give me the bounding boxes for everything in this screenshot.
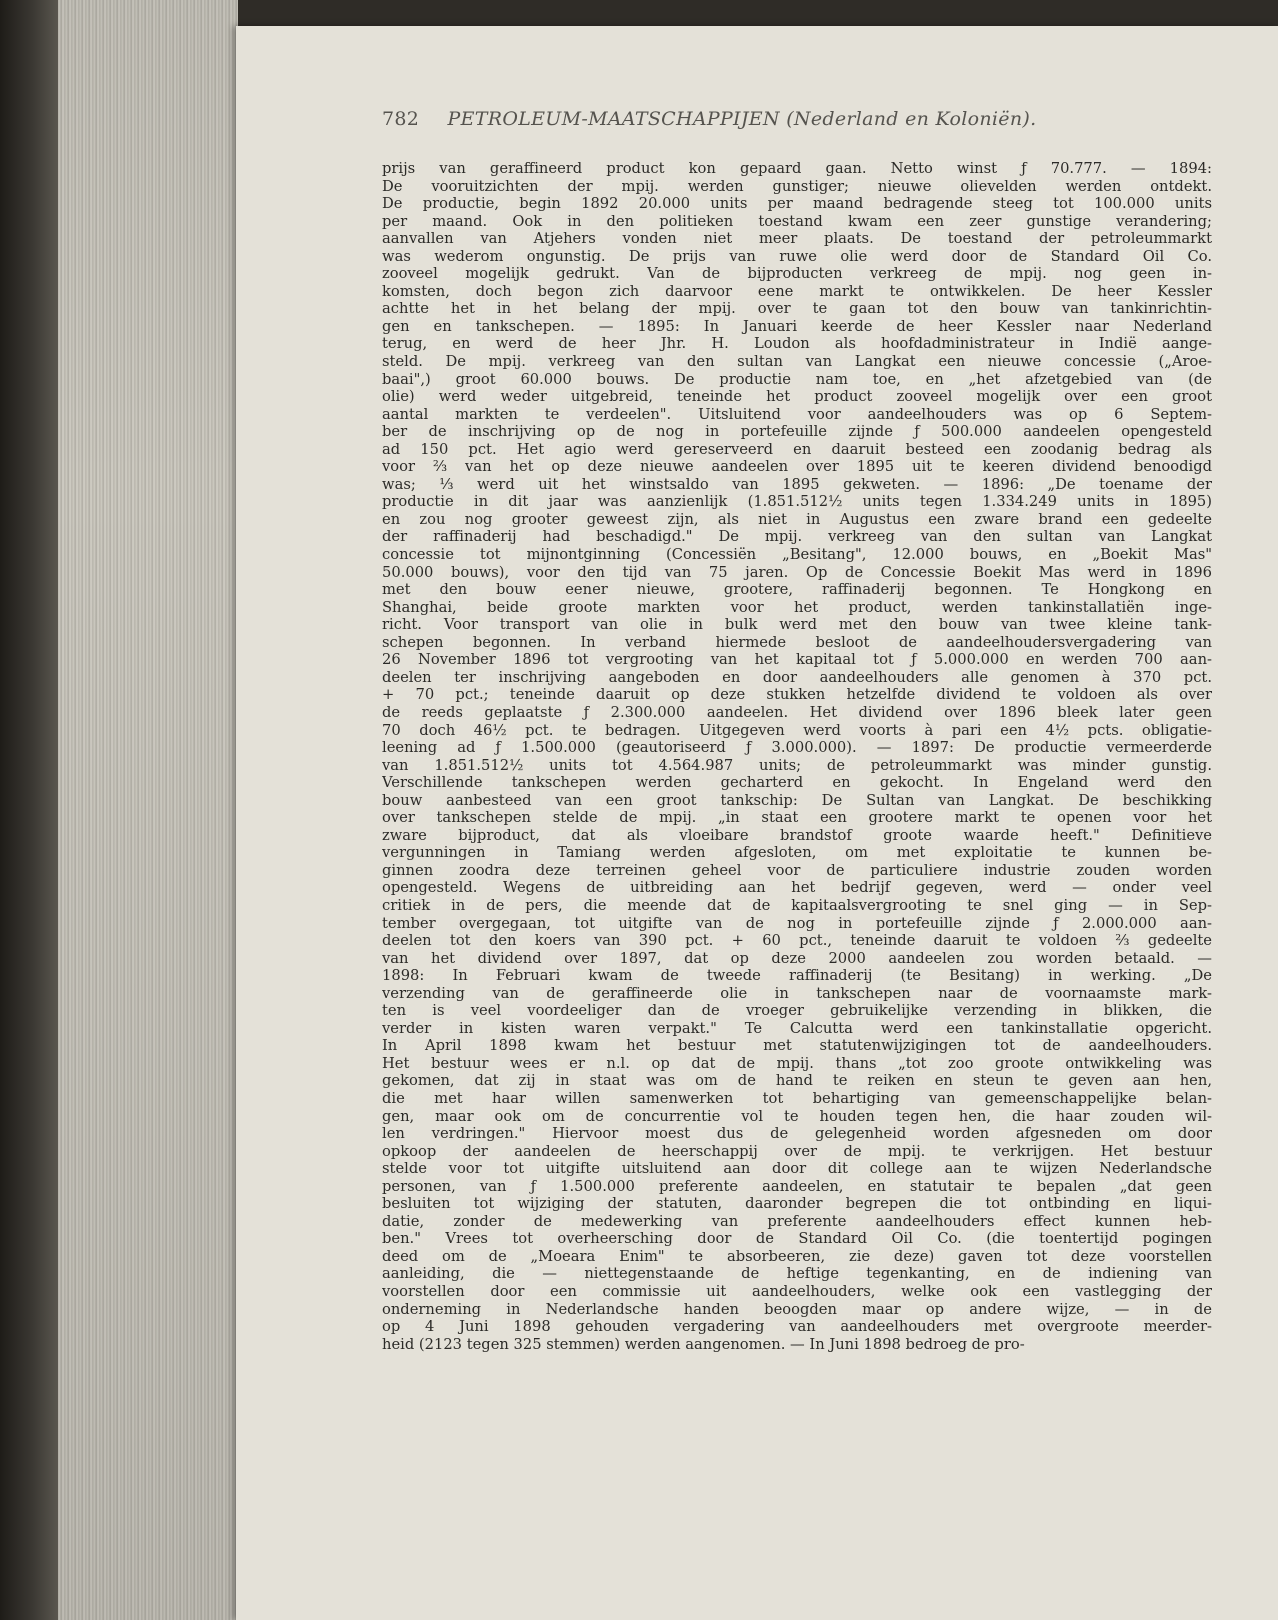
- text-line: aanvallen van Atjehers vonden niet meer plaats. De toestand der petroleummarkt: [382, 230, 1212, 248]
- text-line: achtte het in het belang der mpij. over te gaan tot den bouw van tankinrichtin-: [382, 300, 1212, 318]
- text-line: zware bijproduct, dat als vloeibare brandstof groote waarde heeft." Definitieve: [382, 826, 1212, 844]
- text-line: gen, maar ook om de concurrentie vol te houden tegen hen, die haar zouden wil-: [382, 1107, 1212, 1125]
- text-line: der raffinaderij had beschadigd." De mpij. verkreeg van den sultan van Langkat: [382, 528, 1212, 546]
- text-line: Het bestuur wees er n.l. op dat de mpij. thans „tot zoo groote ontwikkeling was: [382, 1054, 1212, 1072]
- text-line: ten is veel voordeeliger dan de vroeger gebruikelijke verzending in blikken, die: [382, 1002, 1212, 1020]
- text-line: ben." Vrees tot overheersching door de Standard Oil Co. (die toentertijd pogingen: [382, 1230, 1212, 1248]
- text-line: die met haar willen samenwerken tot behartiging van gemeenschappelijke belan-: [382, 1089, 1212, 1107]
- text-line: terug, en werd de heer Jhr. H. Loudon als hoofdadministrateur in Indië aange-: [382, 335, 1212, 353]
- text-line: over tankschepen stelde de mpij. „in staat een grootere markt te openen voor het: [382, 809, 1212, 827]
- text-line: ad 150 pct. Het agio werd gereserveerd en daaruit besteed een zoodanig bedrag als: [382, 440, 1212, 458]
- page-edges-shade: [58, 0, 238, 1620]
- text-line: bouw aanbesteed van een groot tankschip: De Sultan van Langkat. De beschikking: [382, 791, 1212, 809]
- text-line: verder in kisten waren verpakt." Te Calcutta werd een tankinstallatie opgericht.: [382, 1019, 1212, 1037]
- text-line: aantal markten te verdeelen". Uitsluitend voor aandeelhouders was op 6 Septem-: [382, 405, 1212, 423]
- text-line: 70 doch 46½ pct. te bedragen. Uitgegeven werd voorts à pari een 4½ pcts. obligatie-: [382, 721, 1212, 739]
- text-line: aanleiding, die — niettegenstaande de heftige tegenkanting, en de indiening van: [382, 1265, 1212, 1283]
- text-line: verzending van de geraffineerde olie in tankschepen naar de voornaamste mark-: [382, 984, 1212, 1002]
- text-line: leening ad ƒ 1.500.000 (geautoriseerd ƒ 3.000.000). — 1897: De productie vermeerderde: [382, 739, 1212, 757]
- text-line: ber de inschrijving op de nog in portefeuille zijnde ƒ 500.000 aandeelen opengesteld: [382, 423, 1212, 441]
- text-line: deelen ter inschrijving aangeboden en door aandeelhouders alle genomen à 370 pct.: [382, 668, 1212, 686]
- text-line: personen, van ƒ 1.500.000 preferente aandeelen, en statutair te bepalen „dat geen: [382, 1177, 1212, 1195]
- book-page: [236, 26, 1278, 1620]
- running-title: PETROLEUM-MAATSCHAPPIJEN (Nederland en Koloniën).: [447, 108, 1037, 130]
- text-line: Verschillende tankschepen werden gecharterd en gekocht. In Engeland werd den: [382, 774, 1212, 792]
- text-line: productie in dit jaar was aanzienlijk (1.851.512½ units tegen 1.334.249 units in 1895): [382, 493, 1212, 511]
- text-line: De vooruitzichten der mpij. werden gunstiger; nieuwe olievelden werden ontdekt.: [382, 177, 1212, 195]
- text-line: prijs van geraffineerd product kon gepaard gaan. Netto winst ƒ 70.777. — 1894:: [382, 160, 1212, 177]
- text-line: ginnen zoodra deze terreinen geheel voor de particuliere industrie zouden worden: [382, 861, 1212, 879]
- text-line: baai",) groot 60.000 bouws. De productie nam toe, en „het afzetgebied van (de: [382, 370, 1212, 388]
- text-line: 50.000 bouws), voor den tijd van 75 jaren. Op de Concessie Boekit Mas werd in 1896: [382, 563, 1212, 581]
- text-line: zooveel mogelijk gedrukt. Van de bijproducten verkreeg de mpij. nog geen in-: [382, 265, 1212, 283]
- text-line: voorstellen door een commissie uit aandeelhouders, welke ook een vastlegging der: [382, 1283, 1212, 1300]
- text-line: van 1.851.512½ units tot 4.564.987 units; de petroleummarkt was minder gunstig.: [382, 756, 1212, 774]
- text-line: Shanghai, beide groote markten voor het product, werden tankinstallatiën inge-: [382, 598, 1212, 616]
- text-line: concessie tot mijnontginning (Concessiën „Besitang", 12.000 bouws, en „Boekit Mas": [382, 546, 1212, 564]
- text-line: op 4 Juni 1898 gehouden vergadering van aandeelhouders met overgroote meerder-: [382, 1318, 1212, 1336]
- text-line: komsten, doch begon zich daarvoor eene markt te ontwikkelen. De heer Kessler: [382, 282, 1212, 300]
- text-line: heid (2123 tegen 325 stemmen) werden aangenomen. — In Juni 1898 bedroeg de pro-: [382, 1335, 1025, 1353]
- text-line: gen en tankschepen. — 1895: In Januari keerde de heer Kessler naar Nederland: [382, 317, 1212, 335]
- page-header: [382, 108, 1242, 130]
- text-line: was; ⅓ werd uit het winstsaldo van 1895 gekweten. — 1896: „De toename der: [382, 475, 1212, 493]
- text-line: besluiten tot wijziging der statuten, daaronder begrepen die tot ontbinding en liqui-: [382, 1195, 1212, 1213]
- text-line: van het dividend over 1897, dat op deze 2000 aandeelen zou worden betaald. —: [382, 949, 1212, 967]
- text-line: critiek in de pers, die meende dat de kapitaalsvergrooting te snel ging — in Sep-: [382, 896, 1212, 914]
- text-line: vergunningen in Tamiang werden afgesloten, om met exploitatie te kunnen be-: [382, 844, 1212, 862]
- text-line: + 70 pct.; teneinde daaruit op deze stukken hetzelfde dividend te voldoen als over: [382, 686, 1212, 704]
- text-line: olie) werd weder uitgebreid, teneinde het product zooveel mogelijk over een groot: [382, 388, 1212, 406]
- text-line: len verdringen." Hiervoor moest dus de gelegenheid worden afgesneden om door: [382, 1125, 1212, 1143]
- text-line: opkoop der aandeelen de heerschappij over de mpij. te verkrijgen. Het bestuur: [382, 1142, 1212, 1160]
- text-line: datie, zonder de medewerking van preferente aandeelhouders effect kunnen heb-: [382, 1212, 1212, 1230]
- text-line: en zou nog grooter geweest zijn, als niet in Augustus een zware brand een gedeelte: [382, 510, 1212, 528]
- text-line: deelen tot den koers van 390 pct. + 60 pct., teneinde daaruit te voldoen ⅔ gedeelte: [382, 932, 1212, 950]
- text-line: In April 1898 kwam het bestuur met statutenwijzigingen tot de aandeelhouders.: [382, 1037, 1212, 1055]
- text-line: De productie, begin 1892 20.000 units per maand bedragende steeg tot 100.000 units: [382, 195, 1212, 213]
- text-line: met den bouw eener nieuwe, grootere, raffinaderij begonnen. Te Hongkong en: [382, 581, 1212, 599]
- text-line: de reeds geplaatste ƒ 2.300.000 aandeelen. Het dividend over 1896 bleek later geen: [382, 703, 1212, 721]
- text-line: steld. De mpij. verkreeg van den sultan van Langkat een nieuwe concessie („Aroe-: [382, 353, 1212, 371]
- text-line: was wederom ongunstig. De prijs van ruwe olie werd door de Standard Oil Co.: [382, 247, 1212, 265]
- text-line: richt. Voor transport van olie in bulk werd met den bouw van twee kleine tank-: [382, 616, 1212, 634]
- text-line: per maand. Ook in den politieken toestand kwam een zeer gunstige verandering;: [382, 212, 1212, 230]
- text-line: voor ⅔ van het op deze nieuwe aandeelen over 1895 uit te keeren dividend benoodigd: [382, 458, 1212, 476]
- page-number: 782: [382, 108, 420, 130]
- text-line: gekomen, dat zij in staat was om de hand te reiken en steun te geven aan hen,: [382, 1072, 1212, 1090]
- text-line: opengesteld. Wegens de uitbreiding aan het bedrijf gegeven, werd — onder veel: [382, 879, 1212, 897]
- text-line: stelde voor tot uitgifte uitsluitend aan door dit college aan te wijzen Nederlandsche: [382, 1160, 1212, 1178]
- text-line: 26 November 1896 tot vergrooting van het kapitaal tot ƒ 5.000.000 en werden 700 aan-: [382, 651, 1212, 669]
- text-line: schepen begonnen. In verband hiermede besloot de aandeelhoudersvergadering van: [382, 633, 1212, 651]
- text-line: onderneming in Nederlandsche handen beoogden maar op andere wijze, — in de: [382, 1300, 1212, 1318]
- book-spine-shadow: [0, 0, 58, 1620]
- text-line: 1898: In Februari kwam de tweede raffinaderij (te Besitang) in werking. „De: [382, 967, 1212, 985]
- text-line: tember overgegaan, tot uitgifte van de nog in portefeuille zijnde ƒ 2.000.000 aan-: [382, 914, 1212, 932]
- text-line: deed om de „Moeara Enim" te absorbeeren, zie deze) gaven tot deze voorstellen: [382, 1247, 1212, 1265]
- body-text: [382, 160, 1212, 1353]
